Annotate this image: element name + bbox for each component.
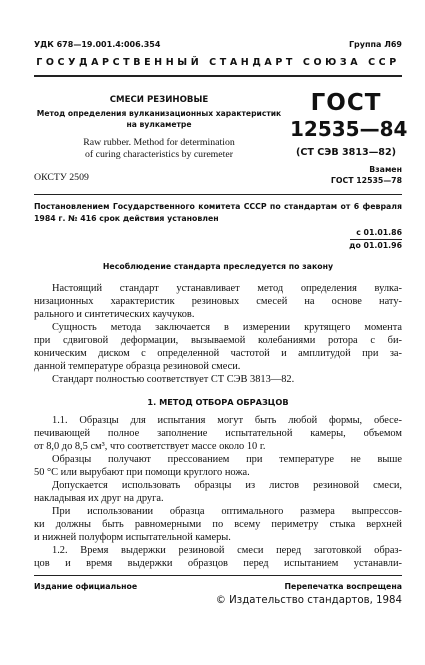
decree-line-1: Постановлением Государственного комитета СССР по стандартам от 6 февраля (34, 202, 402, 211)
header-rule (34, 75, 402, 77)
udk-code: УДК 678—19.001.4:006.354 (34, 40, 161, 49)
replaces-value: ГОСТ 12535—78 (330, 176, 402, 185)
legal-notice: Несоблюдение стандарта преследуется по закону (102, 262, 334, 271)
st-sev-reference: (СТ СЭВ 3813—82) (295, 147, 397, 158)
official-edition-note: Издание официальное (34, 582, 138, 591)
section-1-line: Допускается использовать образцы из листов резиновой смеси, (52, 480, 402, 491)
decree-line-2: 1984 г. № 416 срок действия установлен (34, 214, 219, 223)
section-1-line: цов и время выдержки образцов перед испытанием устанавли- (34, 558, 402, 569)
standard-title: СМЕСИ РЕЗИНОВЫЕ (109, 95, 209, 105)
section-1-line: Образцы получают прессованием при температуре не выше (52, 454, 402, 465)
section-1-line: и нижней полуформ испытательной камеры. (34, 532, 231, 543)
standard-subtitle-line-2: на вулкаметре (126, 120, 192, 129)
group-code: Группа Л69 (348, 40, 402, 49)
english-title-line-2: of curing characteristics by curemeter (85, 149, 233, 160)
gost-label: ГОСТ (310, 90, 382, 116)
section-1-line: печивающей полное заполнение испытательной камеры, объемом (34, 428, 402, 439)
okstu-code: ОКСТУ 2509 (34, 172, 89, 183)
section-1-line: накладывая их друг на друга. (34, 493, 164, 504)
intro-line: при сдвиговой деформации, вызываемой колебаниями ротора с би- (34, 335, 402, 346)
english-title-line-1: Raw rubber. Method for determination (83, 137, 235, 148)
intro-line: рального и синтетических каучуков. (34, 309, 195, 320)
validity-to: до 01.01.96 (349, 241, 402, 250)
validity-from: с 01.01.86 (356, 228, 402, 237)
intro-line: Настоящий стандарт устанавливает метод определения вулка- (52, 283, 402, 294)
state-standard-heading: ГОСУДАРСТВЕННЫЙ СТАНДАРТ СОЮЗА ССР (36, 57, 400, 68)
title-block-rule (34, 194, 402, 195)
intro-line: низационных характеристик резиновых смесей на основе нату- (34, 296, 402, 307)
intro-line: Сущность метода заключается в измерении крутящего момента (52, 322, 402, 333)
section-1-line: 1.1. Образцы для испытания могут быть любой формы, обесе- (52, 415, 402, 426)
standard-subtitle-line-1: Метод определения вулканизационных характеристик (36, 109, 282, 118)
section-1-line: 50 °С или вырубают при помощи круглого ножа. (34, 467, 250, 478)
section-1-line: ки должны быть равномерными по всему периметру стыка верхней (34, 519, 402, 530)
section-1-line: от 8,0 до 8,5 см³, что соответствует массе около 10 г. (34, 441, 266, 452)
section-1-line: 1.2. Время выдержки резиновой смеси перед заготовкой образ- (52, 545, 402, 556)
validity-rule (350, 239, 402, 240)
reprint-prohibited-note: Перепечатка воспрещена (284, 582, 402, 591)
replaces-label: Взамен (369, 165, 402, 174)
intro-line: данной температуре образца резиновой смеси. (34, 361, 241, 372)
footer-rule (34, 575, 402, 576)
section-1-line: При использовании образца оптимального размера выпрессов- (52, 506, 402, 517)
gost-number: 12535—84 (290, 117, 408, 141)
copyright-line: © Издательство стандартов, 1984 (215, 595, 402, 606)
intro-line: Стандарт полностью соответствует СТ СЭВ 3813—82. (52, 374, 295, 385)
intro-line: коническим диском с определенной частотой и амплитудой при за- (34, 348, 402, 359)
section-1-title: 1. МЕТОД ОТБОРА ОБРАЗЦОВ (147, 397, 289, 407)
